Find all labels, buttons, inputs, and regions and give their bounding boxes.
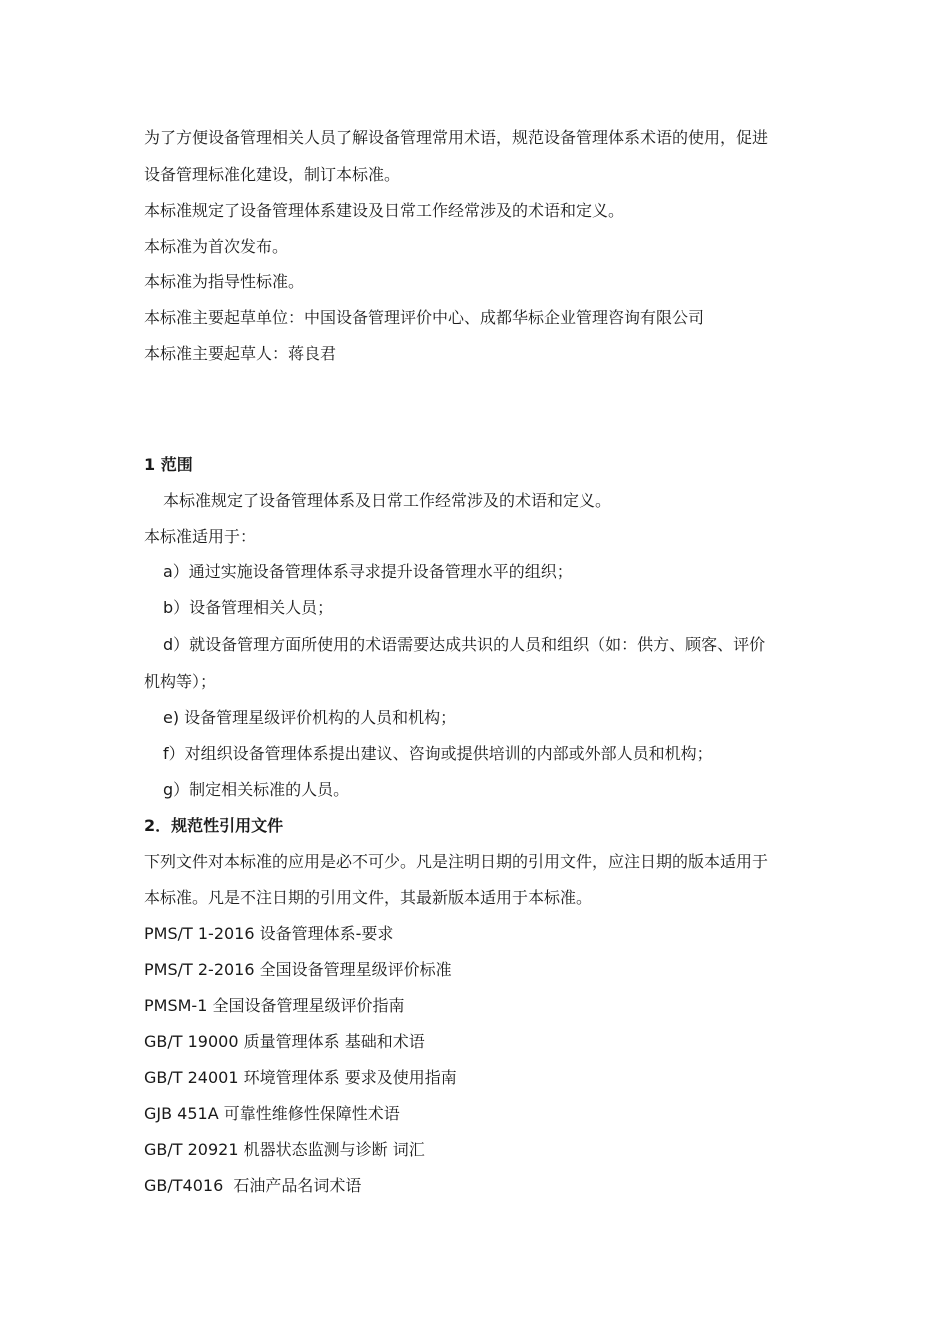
foreword-paragraph-2: 本标准规定了设备管理体系建设及日常工作经常涉及的术语和定义。 [144,201,625,220]
reference-item: GB/T 19000 质量管理体系 基础和术语 [144,1032,425,1051]
reference-item: GB/T 24001 环境管理体系 要求及使用指南 [144,1068,457,1087]
section-1-item-a: a）通过实施设备管理体系寻求提升设备管理水平的组织； [163,562,573,581]
section-2-intro-line-2: 本标准。凡是不注日期的引用文件，其最新版本适用于本标准。 [144,888,593,907]
section-1-item-d-line-2: 机构等）； [144,672,217,691]
section-2-heading: 2．规范性引用文件 [144,816,284,835]
foreword-drafters: 本标准主要起草人：蒋良君 [144,344,337,363]
section-1-item-g: g）制定相关标准的人员。 [163,780,350,799]
reference-item: GB/T4016 石油产品名词术语 [144,1176,362,1195]
reference-item: PMSM-1 全国设备管理星级评价指南 [144,996,405,1015]
foreword-paragraph-4: 本标准为指导性标准。 [144,272,305,291]
foreword-paragraph-3: 本标准为首次发布。 [144,237,289,256]
section-1-item-d-line-1: d）就设备管理方面所使用的术语需要达成共识的人员和组织（如：供方、顾客、评价 [163,635,766,654]
section-1-item-f: f）对组织设备管理体系提出建议、咨询或提供培训的内部或外部人员和机构； [163,744,713,763]
foreword-paragraph-1-line-2: 设备管理标准化建设，制订本标准。 [144,165,401,184]
reference-item: GJB 451A 可靠性维修性保障性术语 [144,1104,400,1123]
foreword-paragraph-1-line-1: 为了方便设备管理相关人员了解设备管理常用术语，规范设备管理体系术语的使用，促进 [144,128,769,147]
reference-item: GB/T 20921 机器状态监测与诊断 词汇 [144,1140,425,1159]
section-2-intro-line-1: 下列文件对本标准的应用是必不可少。凡是注明日期的引用文件，应注日期的版本适用于 [144,852,769,871]
section-1-heading: 1 范围 [144,455,193,474]
section-1-intro: 本标准规定了设备管理体系及日常工作经常涉及的术语和定义。 [163,491,612,510]
section-1-item-b: b）设备管理相关人员； [163,598,334,617]
section-1-applies-to: 本标准适用于： [144,527,257,546]
section-1-item-e: e) 设备管理星级评价机构的人员和机构； [163,708,457,727]
foreword-drafting-units: 本标准主要起草单位：中国设备管理评价中心、成都华标企业管理咨询有限公司 [144,308,705,327]
reference-item: PMS/T 2-2016 全国设备管理星级评价标准 [144,960,452,979]
reference-item: PMS/T 1-2016 设备管理体系-要求 [144,924,394,943]
